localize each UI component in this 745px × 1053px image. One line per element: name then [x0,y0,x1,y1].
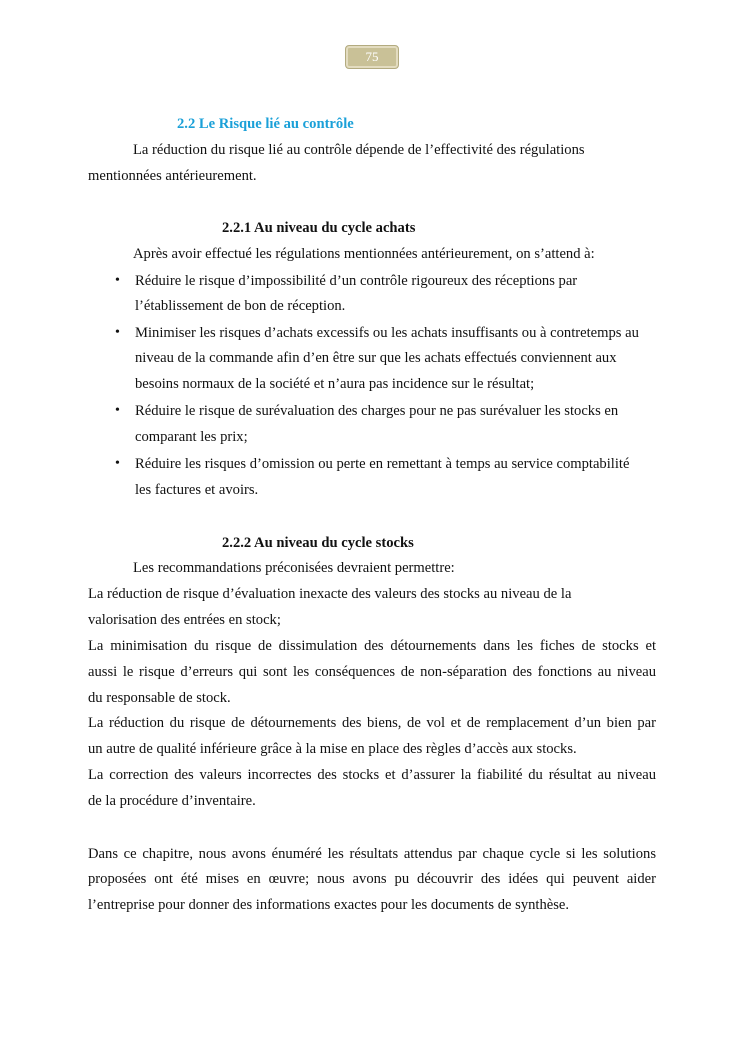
paragraph-line: du responsable de stock. [88,690,231,706]
bullet-line: besoins normaux de la société et n’aura pas incidence sur le résultat; [135,376,535,392]
intro-line: La réduction du risque lié au contrôle dépende de l’effectivité des régulations [133,142,585,158]
conclusion-line: Dans ce chapitre, nous avons énuméré les résultats attendus par chaque cycle si les solutions [88,846,656,862]
achats-lead: Après avoir effectué les régulations mentionnées antérieurement, on s’attend à: [133,246,595,262]
bullet-icon: • [115,456,120,471]
bullet-line: Minimiser les risques d’achats excessifs ou les achats insuffisants ou à contretemps au [135,325,639,341]
bullet-line: Réduire les risques d’omission ou perte en remettant à temps au service comptabilité [135,456,630,472]
bullet-line: les factures et avoirs. [135,482,259,498]
bullet-line: l’établissement de bon de réception. [135,298,346,314]
paragraph-line: valorisation des entrées en stock; [88,612,281,628]
bullet-line: Réduire le risque de surévaluation des charges pour ne pas surévaluer les stocks en [135,403,619,419]
conclusion-line: proposées ont été mises en œuvre; nous avons pu découvrir des idées qui peuvent aider [88,871,656,887]
subsection-heading-achats: 2.2.1 Au niveau du cycle achats [222,220,416,236]
bullet-line: Réduire le risque d’impossibilité d’un contrôle rigoureux des réceptions par [135,273,578,289]
bullet-line: niveau de la commande afin d’en être sur que les achats effectués conviennent aux [135,350,617,366]
stocks-lead: Les recommandations préconisées devraient permettre: [133,560,455,576]
conclusion-line: l’entreprise pour donner des informations exactes pour les documents de synthèse. [88,897,570,913]
paragraph-line: de la procédure d’inventaire. [88,793,256,809]
section-heading: 2.2 Le Risque lié au contrôle [177,116,354,132]
bullet-icon: • [115,403,120,418]
intro-line: mentionnées antérieurement. [88,168,257,184]
bullet-line: comparant les prix; [135,429,248,445]
paragraph-line: La réduction de risque d’évaluation inexacte des valeurs des stocks au niveau de la [88,586,572,602]
bullet-icon: • [115,273,120,288]
bullet-icon: • [115,325,120,340]
paragraph-line: La réduction du risque de détournements des biens, de vol et de remplacement d’un bien par [88,715,656,731]
page-number-badge: 75 [345,45,399,69]
paragraph-line: La correction des valeurs incorrectes des stocks et d’assurer la fiabilité du résultat au niveau [88,767,656,783]
subsection-heading-stocks: 2.2.2 Au niveau du cycle stocks [222,535,414,551]
paragraph-line: aussi le risque d’erreurs qui sont les conséquences de non-séparation des fonctions au niveau [88,664,656,680]
paragraph-line: un autre de qualité inférieure grâce à la mise en place des règles d’accès aux stocks. [88,741,577,757]
paragraph-line: La minimisation du risque de dissimulation des détournements dans les fiches de stocks et [88,638,656,654]
